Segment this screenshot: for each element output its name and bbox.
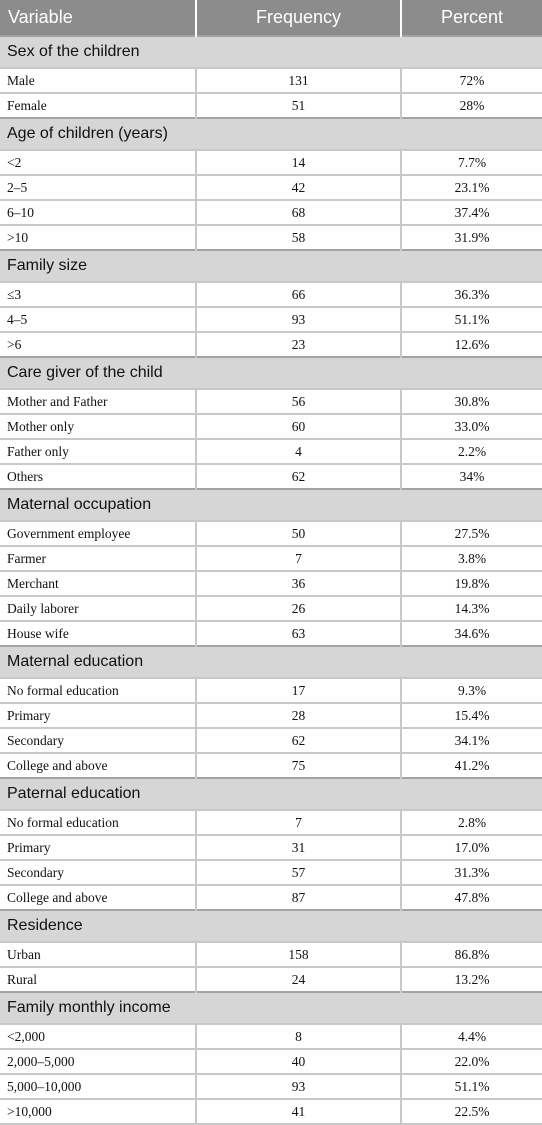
row-frequency: 7 (196, 810, 401, 835)
header-frequency: Frequency (196, 0, 401, 36)
row-label: Secondary (0, 860, 196, 885)
row-label: Rural (0, 967, 196, 992)
table-row (0, 150, 542, 175)
row-percent: 9.3% (401, 678, 542, 703)
row-frequency: 42 (196, 175, 401, 200)
row-label: Government employee (0, 521, 196, 546)
section-title: Paternal education (0, 778, 542, 810)
row-label: <2,000 (0, 1024, 196, 1049)
table-header (0, 0, 542, 36)
row-label: Primary (0, 835, 196, 860)
row-frequency: 14 (196, 150, 401, 175)
row-label: College and above (0, 885, 196, 910)
row-percent: 12.6% (401, 332, 542, 357)
section-row (0, 778, 542, 810)
row-label: >10 (0, 225, 196, 250)
section-title: Family monthly income (0, 992, 542, 1024)
header-row (0, 0, 542, 36)
table-row (0, 885, 542, 910)
row-percent: 19.8% (401, 571, 542, 596)
section-row (0, 992, 542, 1024)
row-percent: 72% (401, 68, 542, 93)
row-percent: 15.4% (401, 703, 542, 728)
table-row (0, 414, 542, 439)
row-percent: 2.2% (401, 439, 542, 464)
table-row (0, 678, 542, 703)
table-row (0, 1049, 542, 1074)
table-row (0, 1074, 542, 1099)
row-percent: 13.2% (401, 967, 542, 992)
table-row (0, 571, 542, 596)
table-row (0, 728, 542, 753)
section-title: Maternal education (0, 646, 542, 678)
table-row (0, 621, 542, 646)
table-body (0, 36, 542, 1124)
table-row (0, 93, 542, 118)
row-frequency: 87 (196, 885, 401, 910)
table-row (0, 1099, 542, 1124)
row-frequency: 93 (196, 307, 401, 332)
row-percent: 34.1% (401, 728, 542, 753)
row-label: 5,000–10,000 (0, 1074, 196, 1099)
row-label: 2,000–5,000 (0, 1049, 196, 1074)
row-label: Mother only (0, 414, 196, 439)
table-row (0, 332, 542, 357)
table-row (0, 68, 542, 93)
row-percent: 31.9% (401, 225, 542, 250)
row-frequency: 36 (196, 571, 401, 596)
row-frequency: 17 (196, 678, 401, 703)
row-frequency: 40 (196, 1049, 401, 1074)
row-frequency: 28 (196, 703, 401, 728)
row-label: >10,000 (0, 1099, 196, 1124)
row-label: No formal education (0, 678, 196, 703)
section-title: Family size (0, 250, 542, 282)
table-row (0, 521, 542, 546)
row-label: Daily laborer (0, 596, 196, 621)
row-percent: 4.4% (401, 1024, 542, 1049)
table-row (0, 860, 542, 885)
row-frequency: 57 (196, 860, 401, 885)
row-label: House wife (0, 621, 196, 646)
section-title: Care giver of the child (0, 357, 542, 389)
section-title: Age of children (years) (0, 118, 542, 150)
row-frequency: 131 (196, 68, 401, 93)
row-frequency: 62 (196, 728, 401, 753)
section-title: Sex of the children (0, 36, 542, 68)
row-frequency: 158 (196, 942, 401, 967)
row-percent: 22.0% (401, 1049, 542, 1074)
row-label: ≤3 (0, 282, 196, 307)
row-frequency: 93 (196, 1074, 401, 1099)
table-row (0, 282, 542, 307)
row-percent: 51.1% (401, 1074, 542, 1099)
table-row (0, 942, 542, 967)
row-percent: 36.3% (401, 282, 542, 307)
table-row (0, 596, 542, 621)
row-frequency: 23 (196, 332, 401, 357)
table-row (0, 307, 542, 332)
row-percent: 2.8% (401, 810, 542, 835)
section-title: Maternal occupation (0, 489, 542, 521)
table-row (0, 703, 542, 728)
row-frequency: 8 (196, 1024, 401, 1049)
section-row (0, 118, 542, 150)
row-frequency: 4 (196, 439, 401, 464)
table-row (0, 810, 542, 835)
table-row (0, 753, 542, 778)
row-percent: 3.8% (401, 546, 542, 571)
row-frequency: 31 (196, 835, 401, 860)
row-percent: 31.3% (401, 860, 542, 885)
row-frequency: 50 (196, 521, 401, 546)
section-row (0, 250, 542, 282)
row-label: <2 (0, 150, 196, 175)
row-frequency: 51 (196, 93, 401, 118)
table-row (0, 464, 542, 489)
table-row (0, 175, 542, 200)
row-percent: 33.0% (401, 414, 542, 439)
row-label: 4–5 (0, 307, 196, 332)
row-frequency: 68 (196, 200, 401, 225)
row-label: Others (0, 464, 196, 489)
row-frequency: 56 (196, 389, 401, 414)
section-row (0, 36, 542, 68)
section-row (0, 646, 542, 678)
section-row (0, 489, 542, 521)
row-percent: 23.1% (401, 175, 542, 200)
row-percent: 34.6% (401, 621, 542, 646)
section-row (0, 357, 542, 389)
table-row (0, 200, 542, 225)
row-label: Primary (0, 703, 196, 728)
row-label: Secondary (0, 728, 196, 753)
row-percent: 27.5% (401, 521, 542, 546)
row-percent: 7.7% (401, 150, 542, 175)
row-frequency: 58 (196, 225, 401, 250)
row-label: >6 (0, 332, 196, 357)
row-label: Mother and Father (0, 389, 196, 414)
table-row (0, 439, 542, 464)
header-percent: Percent (401, 0, 542, 36)
row-percent: 34% (401, 464, 542, 489)
row-percent: 22.5% (401, 1099, 542, 1124)
row-frequency: 60 (196, 414, 401, 439)
table-row (0, 546, 542, 571)
row-frequency: 62 (196, 464, 401, 489)
row-label: Merchant (0, 571, 196, 596)
row-label: 6–10 (0, 200, 196, 225)
row-label: 2–5 (0, 175, 196, 200)
row-label: Male (0, 68, 196, 93)
row-percent: 51.1% (401, 307, 542, 332)
row-frequency: 24 (196, 967, 401, 992)
row-percent: 17.0% (401, 835, 542, 860)
row-frequency: 26 (196, 596, 401, 621)
header-variable: Variable (0, 0, 196, 36)
row-percent: 14.3% (401, 596, 542, 621)
section-row (0, 910, 542, 942)
row-frequency: 75 (196, 753, 401, 778)
table-row (0, 967, 542, 992)
row-frequency: 63 (196, 621, 401, 646)
row-percent: 41.2% (401, 753, 542, 778)
section-title: Residence (0, 910, 542, 942)
row-label: Female (0, 93, 196, 118)
row-label: Urban (0, 942, 196, 967)
row-percent: 47.8% (401, 885, 542, 910)
row-frequency: 7 (196, 546, 401, 571)
row-label: No formal education (0, 810, 196, 835)
table-row (0, 389, 542, 414)
row-label: Father only (0, 439, 196, 464)
row-percent: 86.8% (401, 942, 542, 967)
row-frequency: 41 (196, 1099, 401, 1124)
row-percent: 28% (401, 93, 542, 118)
row-percent: 37.4% (401, 200, 542, 225)
row-label: College and above (0, 753, 196, 778)
row-frequency: 66 (196, 282, 401, 307)
row-percent: 30.8% (401, 389, 542, 414)
table-row (0, 225, 542, 250)
table-row (0, 1024, 542, 1049)
table-row (0, 835, 542, 860)
row-label: Farmer (0, 546, 196, 571)
